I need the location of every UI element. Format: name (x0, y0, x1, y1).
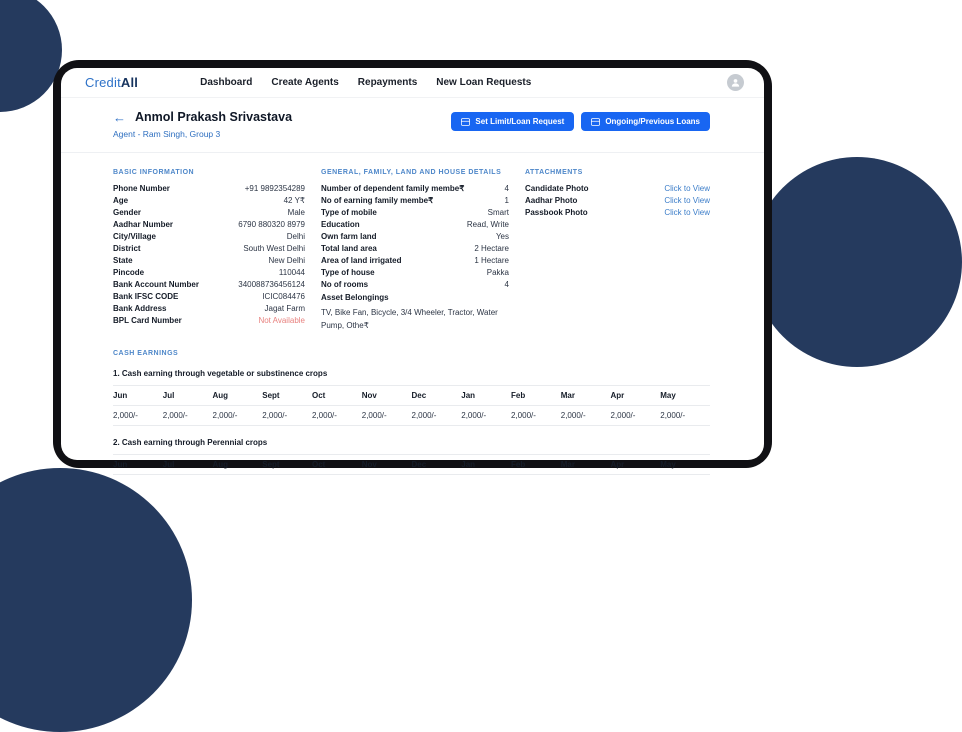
earning-cell: 2,000/- (163, 406, 213, 426)
cash-earnings-table-1 (113, 385, 710, 426)
field-label: BPL Card Number (113, 315, 182, 325)
field-label: Aadhar Number (113, 219, 174, 229)
field-value: Smart (487, 207, 509, 217)
field-value: 340088736456124 (238, 279, 305, 289)
earning-cell: 2,000/- (412, 406, 462, 426)
info-row (321, 209, 509, 217)
month-header-cell: Mar (561, 455, 611, 475)
earning-cell: 2,000/- (213, 406, 263, 426)
app-screen (61, 68, 764, 470)
month-header-cell: Oct (312, 455, 362, 475)
month-header-row (113, 455, 710, 475)
month-header-cell: Jan (461, 455, 511, 475)
info-row (321, 269, 509, 277)
field-label: City/Village (113, 231, 156, 241)
ongoing-previous-loans-button[interactable] (581, 112, 710, 131)
asset-belongings-block (321, 293, 509, 333)
click-to-view-link[interactable]: Click to View (664, 184, 710, 193)
info-row (113, 293, 305, 301)
month-header-cell: Dec (412, 386, 462, 406)
info-row (113, 305, 305, 313)
info-row (321, 245, 509, 253)
info-row (113, 221, 305, 229)
field-label: Type of house (321, 267, 375, 277)
month-header-cell: Jun (113, 455, 163, 475)
section-title-basic: BASIC INFORMATION (113, 169, 195, 176)
month-header-cell: Jul (163, 386, 213, 406)
asset-belongings-label: Asset Belongings (321, 292, 389, 302)
nav-item-repayments[interactable]: Repayments (357, 77, 418, 88)
content-area (61, 153, 764, 475)
cash-table-2-caption: 2. Cash earning through Perennial crops (113, 438, 268, 448)
field-label: No of rooms (321, 279, 369, 289)
header-buttons (451, 112, 710, 131)
field-value: 6790 880320 8979 (238, 219, 305, 229)
info-row (113, 185, 305, 193)
field-label: Pincode (113, 267, 145, 277)
field-label: Bank IFSC CODE (113, 291, 179, 301)
month-header-cell: Dec (412, 455, 462, 475)
section-title-cash-earnings: CASH EARNINGS (113, 350, 179, 358)
cash-table-1-caption: 1. Cash earning through vegetable or substinence crops (113, 369, 328, 379)
field-label: Area of land irrigated (321, 255, 402, 265)
info-row (321, 233, 509, 241)
field-value: +91 9892354289 (244, 184, 305, 193)
field-value: 110044 (278, 267, 305, 277)
info-row (321, 197, 509, 205)
cash-earnings-section (113, 350, 710, 475)
month-header-cell: Feb (511, 455, 561, 475)
section-title-attachments: ATTACHMENTS (525, 169, 583, 176)
logo-part-all: All (120, 75, 139, 90)
field-value: Male (287, 207, 305, 217)
general-details-section (321, 169, 509, 332)
decor-circle-right (752, 157, 962, 367)
info-row (113, 233, 305, 241)
field-label: No of earning family membe₹ (321, 195, 434, 205)
page-header-left (113, 110, 292, 139)
click-to-view-link[interactable]: Click to View (664, 207, 710, 217)
attachment-label: Passbook Photo (525, 207, 588, 217)
field-value: 42 Y₹ (283, 195, 305, 205)
earning-cell: 2,000/- (262, 406, 312, 426)
info-row (113, 209, 305, 217)
page-header (61, 98, 764, 139)
button-label: Ongoing/Previous Loans (605, 117, 700, 126)
user-avatar[interactable] (727, 74, 744, 91)
back-arrow-icon[interactable]: ← (113, 109, 126, 125)
card-icon (591, 118, 600, 126)
nav-item-create-agents[interactable]: Create Agents (271, 77, 339, 88)
set-limit-loan-request-button[interactable] (451, 112, 574, 131)
earning-cell: 2,000/- (660, 406, 710, 426)
earning-cell: 2,000/- (611, 406, 661, 426)
info-row (321, 185, 509, 193)
field-value: New Delhi (268, 255, 305, 265)
info-row (113, 281, 305, 289)
basic-information-section (113, 169, 305, 332)
month-header-cell: Mar (561, 386, 611, 406)
earning-cell: 2,000/- (561, 406, 611, 426)
earning-cell: 2,000/- (461, 406, 511, 426)
info-row (113, 197, 305, 205)
field-value: ICIC084476 (262, 291, 305, 301)
month-header-cell: Aug (213, 455, 263, 475)
field-label: Total land area (321, 243, 377, 253)
month-header-cell: Feb (511, 386, 561, 406)
click-to-view-link[interactable]: Click to View (664, 195, 710, 205)
button-label: Set Limit/Loan Request (475, 117, 565, 126)
attachment-row (525, 209, 710, 217)
nav-item-new-loan-requests[interactable]: New Loan Requests (436, 77, 532, 88)
month-header-cell: Jul (163, 455, 213, 475)
earning-cell: 2,000/- (312, 406, 362, 426)
nav-links (200, 77, 531, 88)
field-value: 1 Hectare (474, 255, 509, 265)
info-row (113, 257, 305, 265)
card-icon (461, 118, 470, 126)
field-value: South West Delhi (243, 243, 305, 253)
field-label: Own farm land (321, 231, 377, 241)
top-navbar (61, 68, 764, 98)
earning-cell: 2,000/- (511, 406, 561, 426)
field-label: Bank Account Number (113, 279, 199, 289)
field-value: Yes (495, 231, 509, 241)
agent-subtitle: Agent - Ram Singh, Group 3 (113, 129, 221, 139)
field-label: Bank Address (113, 303, 167, 313)
earning-cell: 2,000/- (362, 406, 412, 426)
month-header-cell: Aug (213, 386, 263, 406)
field-value: Pakka (486, 267, 509, 277)
attachment-row (525, 185, 710, 193)
info-row (321, 221, 509, 229)
attachment-label: Candidate Photo (525, 184, 589, 193)
info-row (113, 269, 305, 277)
app-logo (85, 75, 138, 90)
nav-item-dashboard[interactable]: Dashboard (200, 77, 253, 88)
month-header-cell: Apr (611, 386, 661, 406)
field-label: State (113, 255, 133, 265)
field-value: Jagat Farm (264, 303, 305, 313)
section-title-general: GENERAL, FAMILY, LAND AND HOUSE DETAILS (321, 169, 502, 176)
person-icon (730, 77, 741, 88)
month-header-cell: Sept (262, 386, 312, 406)
month-header-cell: May (660, 455, 710, 475)
month-header-cell: Nov (362, 455, 412, 475)
field-value: 2 Hectare (474, 243, 509, 253)
field-label: Type of mobile (321, 207, 377, 217)
field-value: Read, Write (466, 219, 509, 229)
field-value: Delhi (286, 231, 305, 241)
month-header-cell: Sept (262, 455, 312, 475)
info-row (321, 257, 509, 265)
field-label: Age (113, 195, 129, 205)
cash-earnings-table-2 (113, 454, 710, 475)
field-label: District (113, 243, 141, 253)
asset-belongings-value: TV, Bike Fan, Bicycle, 3/4 Wheeler, Tractor, Water Pump, Othe₹ (321, 307, 498, 330)
month-header-cell: Nov (362, 386, 412, 406)
field-value: 4 (504, 279, 509, 289)
device-frame (53, 60, 772, 468)
month-header-cell: May (660, 386, 710, 406)
info-row (113, 317, 305, 325)
page-title: Anmol Prakash Srivastava (135, 110, 293, 124)
month-header-cell: Jun (113, 386, 163, 406)
earnings-value-row (113, 406, 710, 426)
attachments-section (525, 169, 710, 332)
info-row (321, 281, 509, 289)
field-label: Number of dependent family membe₹ (321, 184, 465, 193)
month-header-row (113, 386, 710, 406)
attachment-label: Aadhar Photo (525, 195, 578, 205)
bpl-not-available-value: Not Available (258, 315, 305, 325)
field-label: Phone Number (113, 184, 170, 193)
month-header-cell: Jan (461, 386, 511, 406)
logo-part-credit: Credit (85, 75, 121, 90)
attachment-row (525, 197, 710, 205)
earning-cell: 2,000/- (113, 406, 163, 426)
name-row (113, 110, 292, 124)
info-row (113, 245, 305, 253)
month-header-cell: Apr (611, 455, 661, 475)
field-label: Education (321, 219, 360, 229)
month-header-cell: Oct (312, 386, 362, 406)
decor-circle-bottom-left (0, 468, 192, 732)
field-label: Gender (113, 207, 142, 217)
field-value: 4 (504, 184, 509, 193)
field-value: 1 (504, 195, 509, 205)
info-grid (113, 169, 710, 332)
